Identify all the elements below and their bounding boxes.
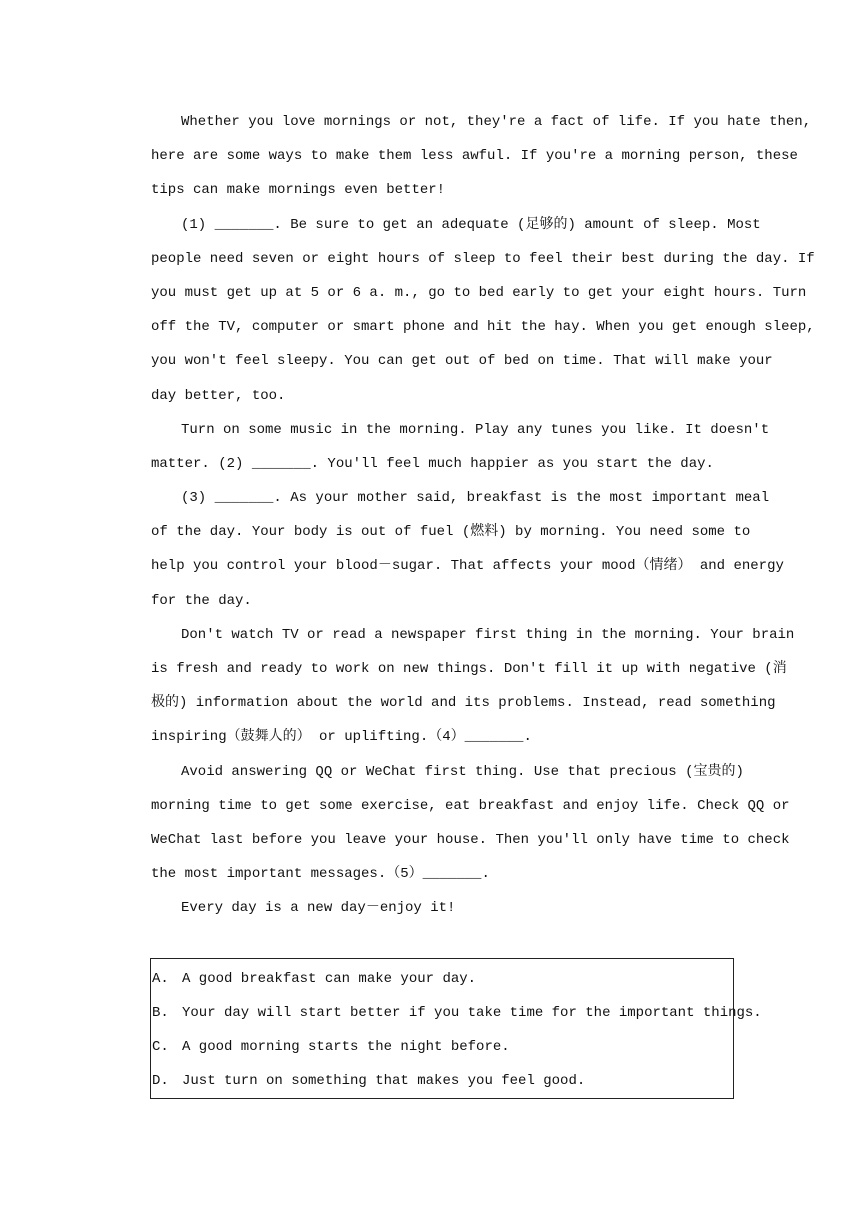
option-letter: B. — [152, 1005, 169, 1021]
passage-line: Avoid answering QQ or WeChat first thing. Use that precious (宝贵的) — [181, 763, 744, 780]
passage-line: Don't watch TV or read a newspaper first thing in the morning. Your brain — [181, 626, 795, 643]
option-text: A good breakfast can make your day. — [182, 971, 477, 987]
option-text: Your day will start better if you take time for the important things. — [182, 1005, 762, 1021]
passage-line: Every day is a new day－enjoy it! — [181, 900, 456, 917]
options-box — [150, 958, 762, 1099]
passage-line: WeChat last before you leave your house. Then you'll only have time to check — [151, 831, 790, 848]
passage-line: (3) _______. As your mother said, breakfast is the most important meal — [181, 490, 770, 507]
passage-line: inspiring（鼓舞人的） or uplifting.（4）_______. — [151, 729, 532, 746]
passage-line: is fresh and ready to work on new things. Don't fill it up with negative (消 — [151, 661, 787, 677]
passage-line: for the day. — [151, 592, 252, 609]
passage-line: Whether you love mornings or not, they're a fact of life. If you hate then, — [181, 114, 812, 130]
option-a — [152, 962, 476, 996]
passage-line: you must get up at 5 or 6 a. m., go to bed early to get your eight hours. Turn — [151, 284, 807, 301]
option-letter: C. — [152, 1039, 169, 1055]
passage-line: people need seven or eight hours of sleep to feel their best during the day. If — [151, 250, 815, 267]
option-b — [152, 996, 762, 1030]
passage-line: 极的) information about the world and its problems. Instead, read something — [151, 695, 776, 712]
passage — [151, 105, 815, 926]
passage-line: (1) _______. Be sure to get an adequate (足够的) amount of sleep. Most — [181, 216, 761, 233]
passage-line: of the day. Your body is out of fuel (燃料) by morning. You need some to — [151, 524, 751, 541]
option-c — [152, 1030, 510, 1064]
passage-line: day better, too. — [151, 387, 286, 404]
passage-line: you won't feel sleepy. You can get out of bed on time. That will make your — [151, 353, 773, 370]
passage-line: here are some ways to make them less awful. If you're a morning person, these — [151, 148, 798, 165]
passage-line: matter. (2) _______. You'll feel much happier as you start the day. — [151, 455, 714, 472]
option-text: Just turn on something that makes you feel good. — [182, 1073, 586, 1089]
passage-line: help you control your blood－sugar. That affects your mood（情绪） and energy — [151, 558, 784, 575]
passage-line: tips can make mornings even better! — [151, 182, 446, 199]
passage-line: Turn on some music in the morning. Play any tunes you like. It doesn't — [181, 421, 770, 438]
option-text: A good morning starts the night before. — [182, 1039, 510, 1055]
option-d — [152, 1064, 585, 1098]
passage-line: morning time to get some exercise, eat breakfast and enjoy life. Check QQ or — [151, 797, 790, 814]
option-letter: D. — [152, 1073, 169, 1089]
passage-line: off the TV, computer or smart phone and hit the hay. When you get enough sleep, — [151, 319, 815, 336]
passage-line: the most important messages.（5）_______. — [151, 866, 490, 883]
option-letter: A. — [152, 971, 169, 987]
